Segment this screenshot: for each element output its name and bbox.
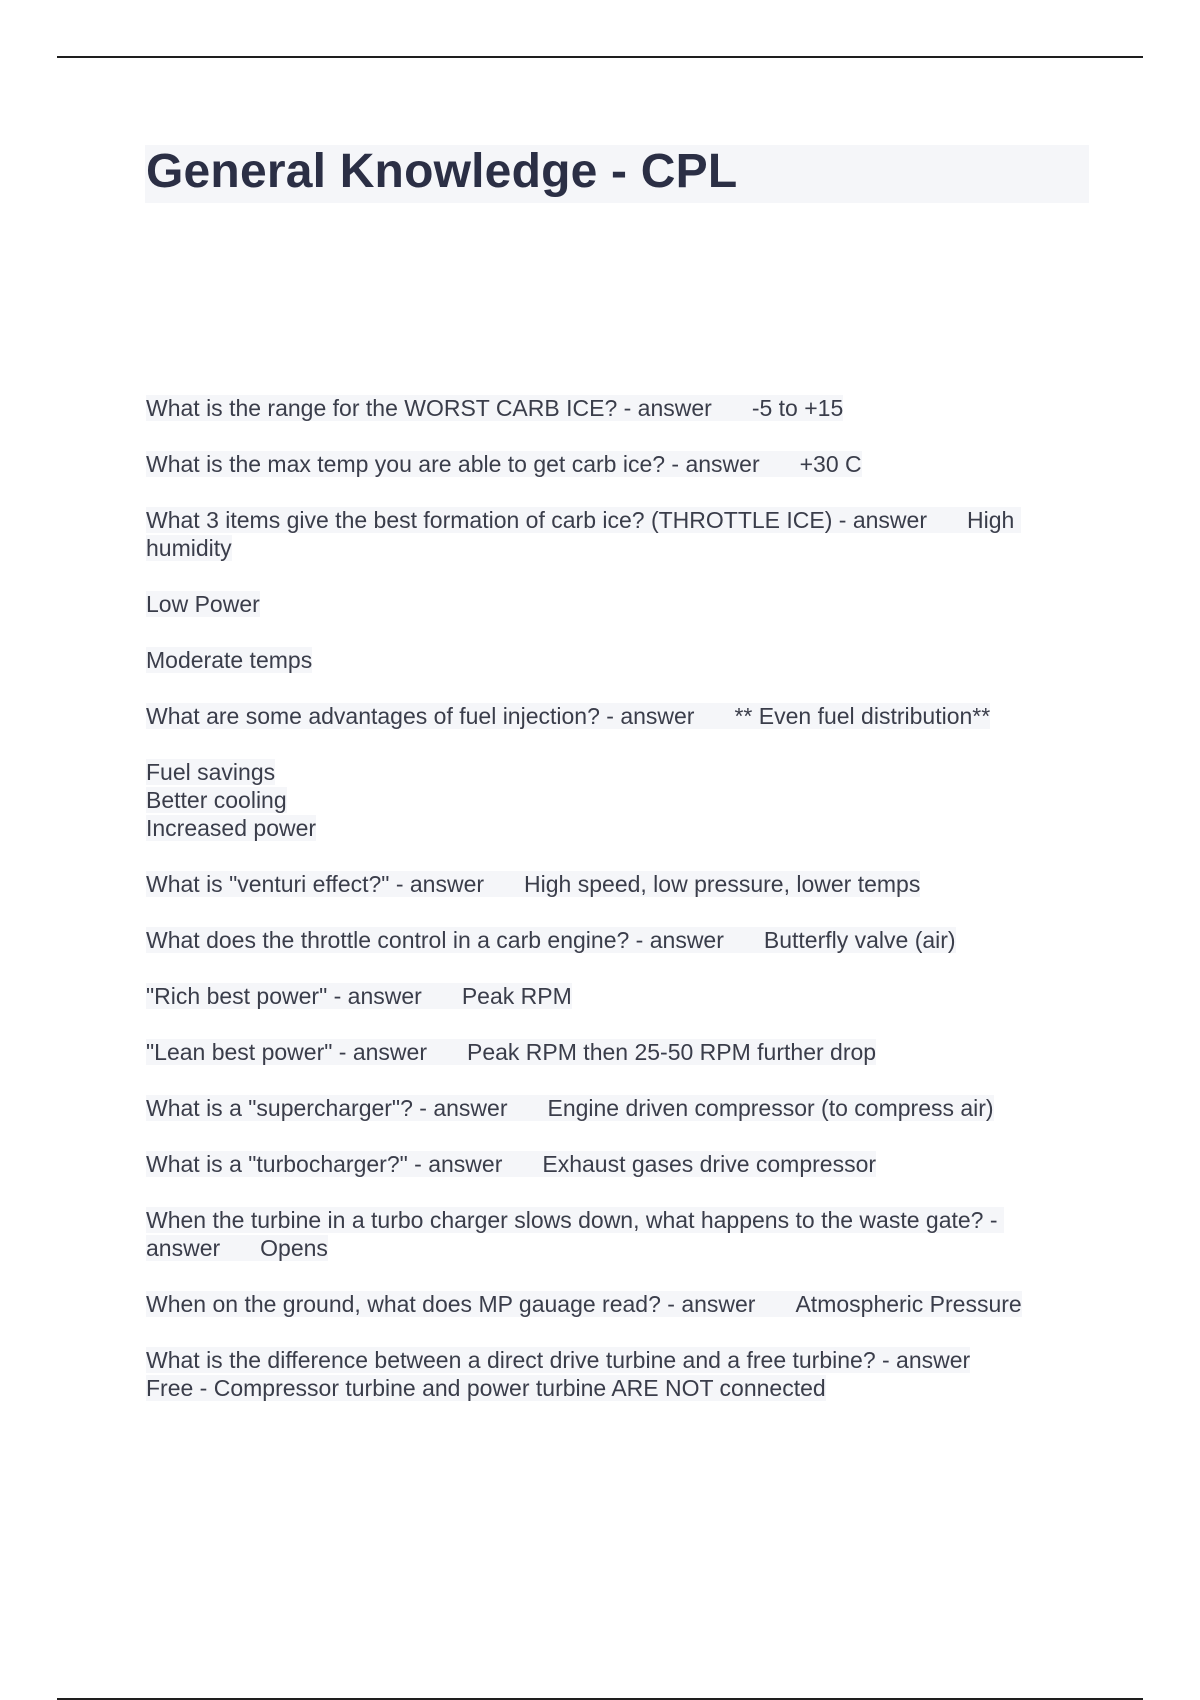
qa-item-8 [146,1038,1076,1066]
question-text: "Lean best power" - answer [146,1039,427,1065]
qa-item-10 [146,1150,1076,1178]
answer-text: +30 C [799,451,862,477]
answer-line: Better cooling [146,787,287,813]
answer-text: Peak RPM [461,983,572,1009]
question-text: What is the range for the WORST CARB ICE? - answer [146,395,712,421]
qa-item-5 [146,870,1076,898]
question-text: "Rich best power" - answer [146,983,422,1009]
qa-item-4 [146,702,1076,730]
question-text: What are some advantages of fuel injection? - answer [146,703,695,729]
answer-text: Peak RPM then 25-50 RPM further drop [466,1039,877,1065]
qa-item-9 [146,1094,1076,1122]
answer-line: Low Power [146,591,260,617]
answer-text: Engine driven compressor (to compress air) [547,1095,994,1121]
answer-line: Moderate temps [146,647,313,673]
top-rule [57,56,1143,58]
answer-line: Fuel savings [146,759,276,785]
answer-text: Free - Compressor turbine and power turbine ARE NOT connected [146,1375,826,1401]
answer-text: Butterfly valve (air) [763,927,956,953]
answer-text: ** Even fuel distribution** [734,703,991,729]
qa-item-11 [146,1206,1066,1262]
qa-item-2 [146,450,1076,478]
question-text: What is a "turbocharger?" - answer [146,1151,503,1177]
qa-item-1 [146,394,1076,422]
answer-list [146,758,1076,842]
answer-text: High humidity [146,507,1021,561]
answer-line: Increased power [146,815,317,841]
question-text: What is the max temp you are able to get carb ice? - answer [146,451,760,477]
qa-item-7 [146,982,1076,1010]
answer-text: Opens [260,1235,328,1261]
question-text: What is a "supercharger"? - answer [146,1095,508,1121]
answer-text: -5 to +15 [751,395,844,421]
question-text: What does the throttle control in a carb engine? - answer [146,927,724,953]
qa-item-13 [146,1346,1076,1402]
qa-item-3 [146,506,1066,562]
qa-content [146,394,1076,1430]
answer-text: Exhaust gases drive compressor [542,1151,877,1177]
question-text: What is the difference between a direct drive turbine and a free turbine? - answer [146,1347,971,1373]
qa-item-12 [146,1290,1076,1318]
question-text: When on the ground, what does MP gauage read? - answer [146,1291,756,1317]
answer-text: High speed, low pressure, lower temps [524,871,921,897]
page-title: General Knowledge - CPL [146,145,738,198]
question-text: What is "venturi effect?" - answer [146,871,485,897]
question-text: When the turbine in a turbo charger slows down, what happens to the waste gate? - answer [146,1207,1004,1261]
qa-item-6 [146,926,1076,954]
question-text: What 3 items give the best formation of carb ice? (THROTTLE ICE) - answer [146,507,927,533]
answer-text: Atmospheric Pressure [795,1291,1022,1317]
